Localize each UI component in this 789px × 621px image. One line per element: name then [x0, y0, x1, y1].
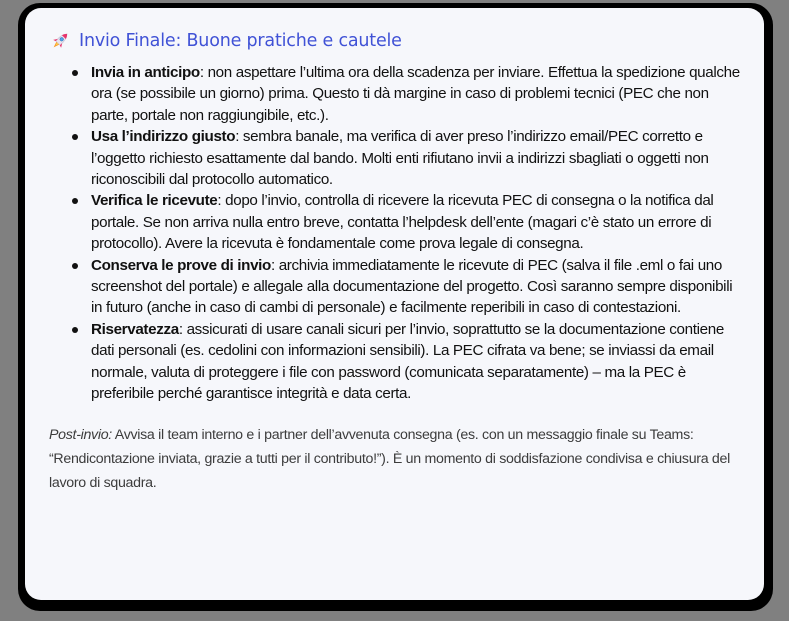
list-item — [91, 319, 742, 405]
best-practices-list — [49, 62, 742, 405]
list-item — [91, 62, 742, 126]
item-label: Invia in anticipo — [91, 64, 200, 81]
post-note-text: Avvisa il team interno e i partner dell’avvenuta consegna (es. con un messaggio finale su Teams: “Rendicontazione inviata, grazie a tutti per il contributo!”). È un momento di soddisfazione condivisa e chiusura del lavoro di squadra. — [49, 426, 730, 491]
section-title: Invio Finale: Buone pratiche e cautele — [79, 31, 402, 51]
content-card — [25, 8, 764, 600]
item-text: : assicurati di usare canali sicuri per l’invio, soprattutto se la documentazione contiene dati personali (es. cedolini con informazioni sensibili). La PEC cifrata va bene; se inviassi da email normale, valuta di proteggere i file con password (comunicata separatamente) – ma la PEC è preferibile perché garantisce integrità e data certa. — [91, 320, 724, 403]
list-item — [91, 190, 742, 254]
section-header — [49, 28, 742, 54]
list-item — [91, 126, 742, 190]
item-label: Verifica le ricevute — [91, 192, 218, 210]
post-invio-note — [49, 423, 742, 495]
rocket-icon — [49, 30, 71, 52]
item-text: : archivia immediatamente le ricevute di PEC (salva il file .eml o fai uno screenshot del portale) e allegale alla documentazione del progetto. Così saranno sempre disponibili in futuro (anche in caso di cambi di personale) e facilmente reperibili in caso di contestazioni. — [91, 256, 733, 317]
item-text: : non aspettare l’ultima ora della scadenza per inviare. Effettua la spedizione qualche ora (se possibile un giorno) prima. Questo ti dà margine in caso di problemi tecnici (PEC che non parte, portale non raggiungibile, etc.). — [91, 64, 740, 124]
item-text: : sembra banale, ma verifica di aver preso l’indirizzo email/PEC corretto e l’oggetto richiesto esattamente dal bando. Molti enti rifiutano invii a indirizzi sbagliati o oggetti non riconoscibili dal protocollo automatico. — [91, 128, 709, 189]
item-text: : dopo l’invio, controlla di ricevere la ricevuta PEC di consegna o la notifica dal portale. Se non arriva nulla entro breve, contatta l’helpdesk dell’ente (magari c’è stato un errore di protocollo). Avere la ricevuta è fondamentale come prova legale di consegna. — [91, 192, 714, 253]
item-label: Usa l’indirizzo giusto — [91, 128, 236, 146]
list-item — [91, 255, 742, 319]
item-label: Riservatezza — [91, 320, 179, 338]
post-note-label: Post-invio: — [49, 426, 112, 443]
item-label: Conserva le prove di invio — [91, 256, 271, 274]
